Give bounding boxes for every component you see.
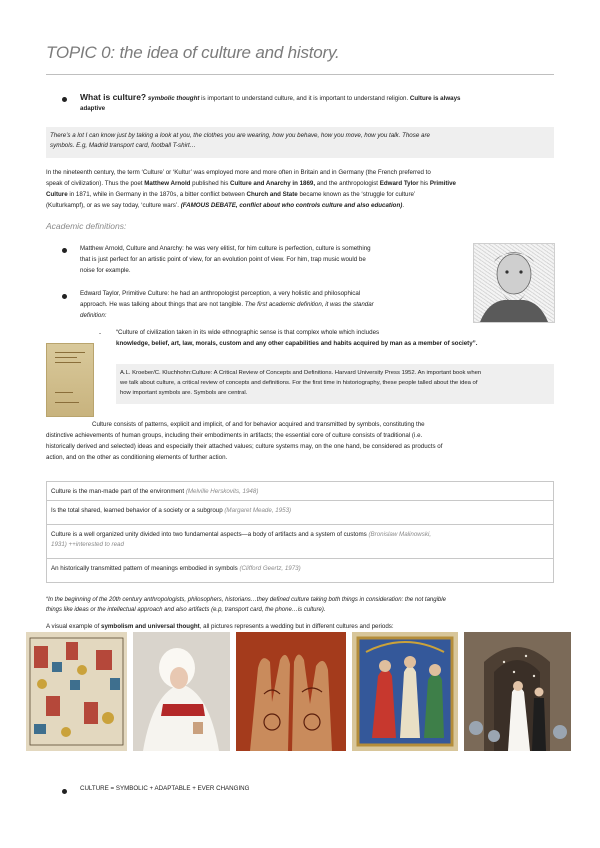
history-text: and the anthropologist	[316, 180, 380, 187]
bullet-dot	[62, 294, 67, 299]
symbolic-thought-text: symbolic thought	[147, 95, 200, 102]
tylor-quote-line-1: “Culture of civilization taken in its wide ethnographic sense is that complex whole which includes	[116, 329, 380, 336]
visual-example-text: , all pictures represents a wedding but in different cultures and periods:	[199, 623, 394, 630]
culture-word: Culture	[46, 191, 68, 198]
culture-and-anarchy-title: Culture and Anarchy in 1869,	[230, 180, 317, 187]
church-and-state-text: Church and State	[246, 191, 298, 198]
history-text: published his	[190, 180, 231, 187]
church-wedding-icon	[464, 632, 571, 751]
photo-medieval-manuscript	[352, 632, 458, 751]
definition-source: (Clifford Geertz, 1973)	[239, 565, 301, 572]
dash-bullet: -	[99, 330, 102, 337]
history-line-2	[46, 179, 554, 189]
portrait-icon	[474, 244, 554, 322]
kroeber-line-3: how important symbols are. Symbols are central.	[120, 390, 248, 396]
bullet-dot	[62, 97, 67, 102]
kroeber-line-2: we talk about culture, a critical review of concepts and definitions. For the first time in historiography, these people talled about the idea of	[120, 380, 478, 386]
photo-church-wedding	[464, 632, 571, 751]
definition-text: An historically transmitted pattern of meanings embodied in symbols	[51, 565, 240, 572]
definition-text: Culture is the man-made part of the environment	[51, 488, 186, 495]
visual-example-line	[46, 622, 554, 632]
anthro-note-line-2: things like ideas or the intellectual approach and also artifacts (e.p, transport card, the phone…is culture).	[46, 607, 326, 613]
academic-definitions-heading: Academic definitions:	[46, 221, 127, 231]
wedding-couple-icon	[133, 632, 230, 751]
tylor-quote-line-2: knowledge, belief, art, law, morals, custom and any other capabilities and habits acquired by man as a member of society”.	[116, 340, 478, 347]
bullet-dot	[62, 789, 67, 794]
cover-decoration	[55, 392, 73, 393]
tylor-line-3: definition:	[80, 312, 107, 319]
history-text: in 1871, while in Germany in the 1870s, a bitter conflict between	[67, 191, 247, 198]
visual-example-text: A visual example of	[46, 623, 102, 630]
what-is-culture-line	[80, 92, 554, 104]
history-line-3	[46, 190, 554, 200]
arnold-line-1: Matthew Arnold, Culture and Anarchy: he was very elitist, for him culture is perfection, culture is something	[80, 245, 371, 252]
definition-row	[46, 559, 554, 583]
book-cover-image	[46, 343, 94, 417]
tylor-text: approach. He was talking about things that are not tangible.	[80, 301, 245, 308]
kroeber-line-1: A.L. Kroeber/C. Kluchhohn:Culture: A Critical Review of Concepts and Definitions. Harvard University Press 1952. An important book when	[120, 370, 482, 376]
what-is-culture-question: What is culture?	[80, 92, 147, 102]
codex-icon	[26, 632, 127, 751]
adaptive-word: adaptive	[80, 105, 106, 112]
culture-adaptive-text: Culture is always	[409, 95, 461, 102]
definition-row	[46, 481, 554, 501]
definition-row	[46, 525, 554, 559]
cover-decoration	[55, 357, 77, 358]
definition-source: (Bronislaw Malinowski,	[368, 531, 432, 538]
arnold-line-2: that is just perfect for an artistic point of view, for an evolution point of view. For him, trap music would be	[80, 256, 366, 263]
tylor-line-1: Edward Taylor, Primitive Culture: he had an anthropologist perception, a very holistic and philosophical	[80, 290, 361, 297]
photo-henna-hands	[236, 632, 346, 751]
primitive-word: Primitive	[429, 180, 456, 187]
history-text: (Kulturkampf), or as we say today, ‘culture wars’.	[46, 202, 181, 209]
photo-japanese-wedding	[133, 632, 230, 751]
cover-decoration	[55, 362, 81, 363]
consists-line-1: Culture consists of patterns, explicit and implicit, of and for behavior acquired and transmitted by symbols, constituting the	[92, 421, 425, 428]
definition-text: Is the total shared, learned behavior of a society or a subgroup	[51, 507, 225, 514]
definitions-table	[46, 481, 554, 583]
anthro-note-line-1: “In the beginning of the 20th century anthropologists, philosophers, historians…they defined culture taking both things in consideration: the not tangible	[46, 597, 446, 603]
what-is-culture-middle: is important to understand culture, and it is important to understand religion.	[199, 95, 410, 102]
famous-debate-note: (FAMOUS DEBATE, conflict about who controls culture and also education)	[180, 202, 403, 209]
henna-hands-icon	[236, 632, 346, 751]
definition-source: (Margaret Meade, 1953)	[224, 507, 292, 514]
definition-text: Culture is a well organized unity divided into two fundamental aspects—a body of artifacts and a system of customs	[51, 531, 369, 538]
symbolism-text: symbolism and universal thought	[101, 623, 200, 630]
arnold-line-3: noise for example.	[80, 267, 131, 274]
tylor-line-2	[80, 300, 470, 310]
photo-codex-illustration	[26, 632, 127, 751]
page-title: TOPIC 0: the idea of culture and history.	[46, 43, 340, 62]
edward-tylor-name: Edward Tylor	[379, 180, 419, 187]
history-text: .	[402, 202, 405, 209]
bullet-dot	[62, 248, 67, 253]
consists-line-3: historically derived and selected) ideas and especially their attached values; culture systems may, on the one hand, be considered as products of	[46, 443, 443, 450]
history-text: speak of civilization). Thus the poet	[46, 180, 145, 187]
history-text: became known as the ‘struggle for culture’	[297, 191, 416, 198]
quote-line-1: There’s a lot I can know just by taking a look at you, the clothes you are wearing, how you behave, how you move, how you talk. Those are	[50, 132, 430, 139]
quote-line-2: symbols. E.g, Madrid transport card, football T-shirt…	[50, 142, 196, 149]
consists-line-2: distinctive achievements of human groups, including their embodiments in artifacts; the essential core of culture consists of traditional (i.e.	[46, 432, 423, 439]
culture-equation: CULTURE = SYMBOLIC + ADAPTABLE + EVER CHANGING	[80, 785, 250, 792]
definition-row	[46, 501, 554, 525]
first-definition-note: The first academic definition, it was the standar	[244, 301, 374, 308]
definition-source: (Melville Herskovits, 1948)	[185, 488, 259, 495]
consists-line-4: action, and on the other as conditioning elements of further action.	[46, 454, 228, 461]
title-divider	[46, 74, 554, 75]
cover-decoration	[55, 352, 85, 353]
history-text: his	[418, 180, 430, 187]
manuscript-icon	[352, 632, 458, 751]
definition-extra: 1931) ++interested to read	[51, 541, 124, 548]
matthew-arnold-name: Matthew Arnold	[144, 180, 191, 187]
edward-tylor-portrait	[473, 243, 555, 323]
history-line-4	[46, 201, 554, 211]
history-line-1: In the nineteenth century, the term ‘Culture’ or ‘Kultur’ was employed more and more often in Britain and in Germany (the French preferred to	[46, 169, 431, 176]
cover-decoration	[55, 402, 79, 403]
